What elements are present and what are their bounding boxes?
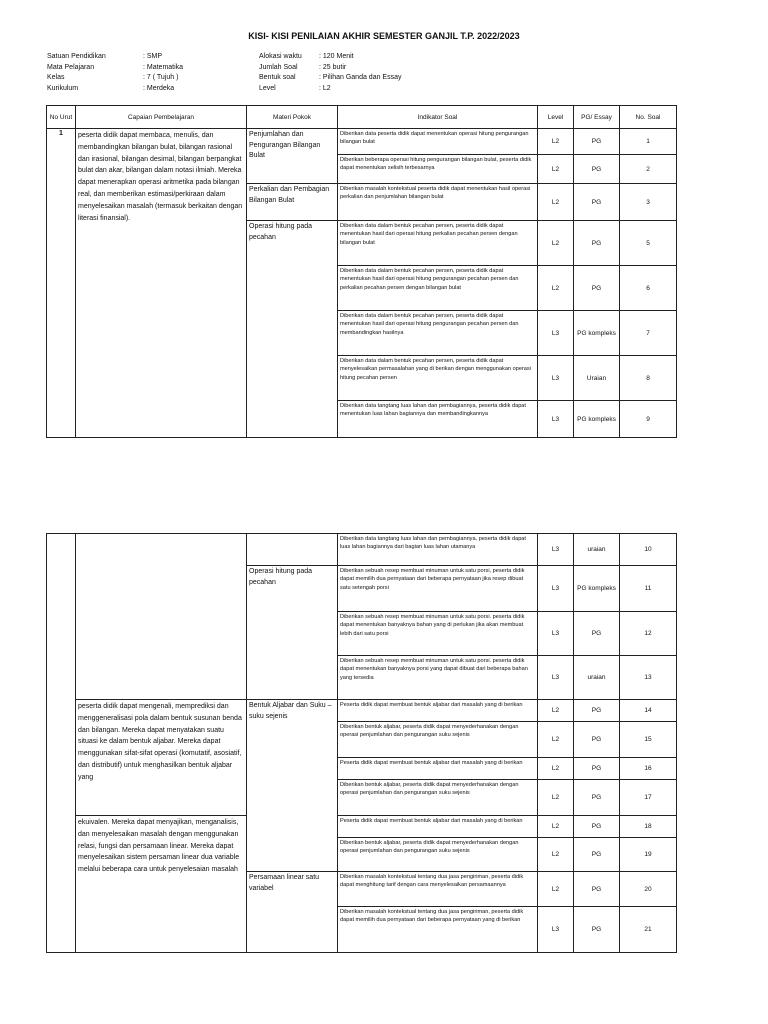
indikator-soal: Diberikan masalah kontekstual tentang dua jasa pengiriman, peserta didik dapat menghitung tarif dengan cara menyelesaikan persamaannya [338,872,538,907]
indikator-soal: Peserta didik dapat membuat bentuk aljabar dari masalah yang di berikan [338,816,538,838]
no-soal-cell: 18 [620,816,677,838]
meta-label: Kurikulum [47,84,79,92]
level-cell: L2 [538,872,574,907]
indikator-soal: Diberikan data tangtang luas lahan dan pembagiannya, peserta didik dapat luas lahan bagiannya dari bagian luas lahan utamanya [338,534,538,566]
indikator-soal: Diberikan data tangtang luas lahan dan pembagiannya, peserta didik dapat menentukan luas lahan bagiannya dan membandingkannya [338,401,538,438]
no-soal-cell: 13 [620,656,677,700]
pg-essay-cell: Uraian [574,356,620,401]
indikator-soal: Peserta didik dapat membuat bentuk aljabar dari masalah yang di berikan [338,758,538,780]
meta-value: : 25 butir [319,63,347,71]
materi-pokok: Operasi hitung pada pecahan [247,221,338,438]
capaian-pembelajaran: peserta didik dapat membaca, menulis, dan membandingkan bilangan bulat, bilangan rasional dan irasional, bilangan desimal, bilangan berpangkat bulat dan akar, bilangan dalam notasi ilmiah. Mereka dapat menerapkan operasi aritmetika pada bilangan real, dan memberikan estimasi/perkiraan dalam menyelesaikan masalah (termasuk berkaitan dengan literasi finansial). [76,129,247,438]
table-header-row [47,106,677,129]
header-capaian-pembelajaran: Capaian Pembelajaran [76,106,247,129]
kisi-table-1 [46,105,677,438]
meta-label: Mata Pelajaran [47,63,95,71]
level-cell: L2 [538,838,574,872]
capaian-pembelajaran-lanjutan: ekuivalen. Mereka dapat menyajikan, menganalisis, dan menyelesaikan masalah dengan menggunakan relasi, fungsi dan persamaan linear. Mereka dapat menyelesaikan sistem persaman linear dua variable melalui beberapa cara untuk penyelesaian masalah [76,816,247,953]
no-soal-cell: 9 [620,401,677,438]
pg-essay-cell: PG kompleks [574,311,620,356]
materi-pokok: Bentuk Aljabar dan Suku –suku sejenis [247,700,338,872]
meta-value: : 120 Menit [319,53,354,60]
materi-pokok-empty [247,534,338,566]
row-number [47,534,76,953]
pg-essay-cell: PG [574,155,620,184]
no-soal-cell: 1 [620,129,677,155]
no-soal-cell: 20 [620,872,677,907]
no-soal-cell: 17 [620,780,677,816]
no-soal-cell: 16 [620,758,677,780]
materi-pokok: Persamaan linear satu variabel [247,872,338,953]
meta-value: : Matematika [143,63,184,71]
header-pg-essay: PG/ Essay [574,106,620,129]
row-number: 1 [47,129,76,438]
meta-left [47,52,183,94]
pg-essay-cell: PG [574,184,620,221]
header-no-soal: No. Soal [620,106,677,129]
meta-value: : Pilihan Ganda dan Essay [319,74,402,81]
kisi-table-2 [46,533,677,953]
indikator-soal: Peserta didik dapat membuat bentuk aljabar dari masalah yang di berikan [338,700,538,722]
document-title: KISI- KISI PENILAIAN AKHIR SEMESTER GANJIL T.P. 2022/2023 [248,31,520,41]
materi-pokok: Operasi hitung pada pecahan [247,566,338,700]
meta-value: : SMP [143,53,163,60]
indikator-soal: Diberikan bentuk aljabar, peserta didik dapat menyederhanakan dengan operasi penjumlahan dan pengurangan suku sejenis [338,780,538,816]
pg-essay-cell: PG [574,816,620,838]
pg-essay-cell: PG kompleks [574,401,620,438]
no-soal-cell: 19 [620,838,677,872]
no-soal-cell: 12 [620,612,677,656]
indikator-soal: Diberikan masalah kontekstual peserta didik dapat menentukan hasil operasi perkalian dan penjumlahan bilangan bulat [338,184,538,221]
table-row [47,816,677,838]
level-cell: L3 [538,311,574,356]
level-cell: L3 [538,907,574,953]
pg-essay-cell: uraian [574,534,620,566]
indikator-soal: Diberikan data peserta didik dapat menentukan operasi hitung pengurangan bilangan bulat [338,129,538,155]
materi-pokok: Perkalian dan Pembagian Bilangan Bulat [247,184,338,221]
indikator-soal: Diberikan beberapa operasi hitung pengurangan bilangan bulat, peserta didik dapat menentukan selisih terbesarnya [338,155,538,184]
indikator-soal: Diberikan data dalam bentuk pecahan persen, peserta didik dapat menentukan hasil dari operasi hitung perkalian pecahan persen dengan bilangan bulat [338,221,538,266]
materi-pokok: Penjumlahan dan Pengurangan Bilangan Bulat [247,129,338,184]
pg-essay-cell: PG [574,700,620,722]
meta-label: Bentuk soal [259,74,296,81]
capaian-pembelajaran-empty [76,534,247,700]
level-cell: L3 [538,656,574,700]
meta-value: : L2 [319,84,331,92]
indikator-soal: Diberikan masalah kontekstual tentang dua jasa pengiriman, peserta didik dapat memilih dua pernyataan dari beberapa pernyataan yang di berikan [338,907,538,953]
level-cell: L2 [538,780,574,816]
pg-essay-cell: PG [574,129,620,155]
level-cell: L2 [538,266,574,311]
level-cell: L3 [538,356,574,401]
pg-essay-cell: PG [574,780,620,816]
no-soal-cell: 5 [620,221,677,266]
table-row [47,129,677,155]
table-row [47,534,677,566]
indikator-soal: Diberikan data dalam bentuk pecahan persen, peserta didik dapat menyelesaikan permasalahan yang di berikan dengan menggunakan operasi hitung pecahan persen [338,356,538,401]
level-cell: L2 [538,221,574,266]
no-soal-cell: 8 [620,356,677,401]
meta-value: : 7 ( Tujuh ) [143,74,179,81]
pg-essay-cell: PG [574,838,620,872]
indikator-soal: Diberikan data dalam bentuk pecahan persen, peserta didik dapat menentukan hasil dari operasi hitung pengurangan pecahan persen dan perkalian pecahan persen dengan bilangan bulat [338,266,538,311]
pg-essay-cell: PG [574,266,620,311]
meta-value: : Merdeka [143,84,175,92]
no-soal-cell: 11 [620,566,677,612]
pg-essay-cell: PG [574,722,620,758]
pg-essay-cell: uraian [574,656,620,700]
meta-label: Kelas [47,74,65,81]
meta-label: Jumlah Soal [259,63,298,71]
no-soal-cell: 2 [620,155,677,184]
indikator-soal: Diberikan bentuk aljabar, peserta didik dapat menyederhanakan dengan operasi penjumlahan dan pengurangan suku sejenis [338,722,538,758]
pg-essay-cell: PG [574,872,620,907]
pg-essay-cell: PG kompleks [574,566,620,612]
level-cell: L2 [538,816,574,838]
no-soal-cell: 10 [620,534,677,566]
table-row [47,700,677,722]
capaian-pembelajaran: peserta didik dapat mengenali, memprediksi dan menggeneralisasi pola dalam bentuk susunan benda dan bilangan. Mereka dapat menyatakan suatu situasi ke dalam bentuk aljabar. Mereka dapat menggunakan sifat-sifat operasi (komutatif, asosiatif, dan distributif) untuk menghasilkan bentuk aljabar yang [76,700,247,816]
header-no-urut: No Urut [47,106,76,129]
header-level: Level [538,106,574,129]
indikator-soal: Diberikan sebuah resep membuat minuman untuk satu porsi. peserta didik dapat menentukan banyaknya porsi yang dapat dibuat dari beberapa bahan yang tersedia [338,656,538,700]
meta-right [259,52,402,94]
pg-essay-cell: PG [574,758,620,780]
level-cell: L3 [538,401,574,438]
header-materi-pokok: Materi Pokok [247,106,338,129]
header-indikator-soal: Indikator Soal [338,106,538,129]
level-cell: L2 [538,722,574,758]
level-cell: L2 [538,129,574,155]
pg-essay-cell: PG [574,907,620,953]
no-soal-cell: 6 [620,266,677,311]
level-cell: L2 [538,700,574,722]
indikator-soal: Diberikan data dalam bentuk pecahan persen, peserta didik dapat menentukan hasil dari operasi hitung pengurangan pecahan persen dan membandingkan hasilnya [338,311,538,356]
pg-essay-cell: PG [574,221,620,266]
no-soal-cell: 14 [620,700,677,722]
no-soal-cell: 21 [620,907,677,953]
meta-label: Satuan Pendidikan [47,53,106,60]
no-soal-cell: 3 [620,184,677,221]
pg-essay-cell: PG [574,612,620,656]
indikator-soal: Diberikan bentuk aljabar, peserta didik dapat menyederhanakan dengan operasi penjumlahan dan pengurangan suku sejenis [338,838,538,872]
no-soal-cell: 7 [620,311,677,356]
meta-label: Level [259,84,276,92]
level-cell: L3 [538,566,574,612]
indikator-soal: Diberikan sebuah resep membuat minuman untuk satu porsi. peserta didik dapat menentukan banyaknya bahan yang di perlukan jika akan membuat lebih dari satu porsi [338,612,538,656]
meta-label: Alokasi waktu [259,53,302,60]
no-soal-cell: 15 [620,722,677,758]
level-cell: L3 [538,534,574,566]
level-cell: L3 [538,612,574,656]
level-cell: L2 [538,758,574,780]
level-cell: L2 [538,155,574,184]
indikator-soal: Diberikan sebuah resep membuat minuman untuk satu porsi, peserta didik dapat memilih dua pernyataan dari beberapa pernyataan jika resep dibuat satu setengah porsi [338,566,538,612]
level-cell: L2 [538,184,574,221]
